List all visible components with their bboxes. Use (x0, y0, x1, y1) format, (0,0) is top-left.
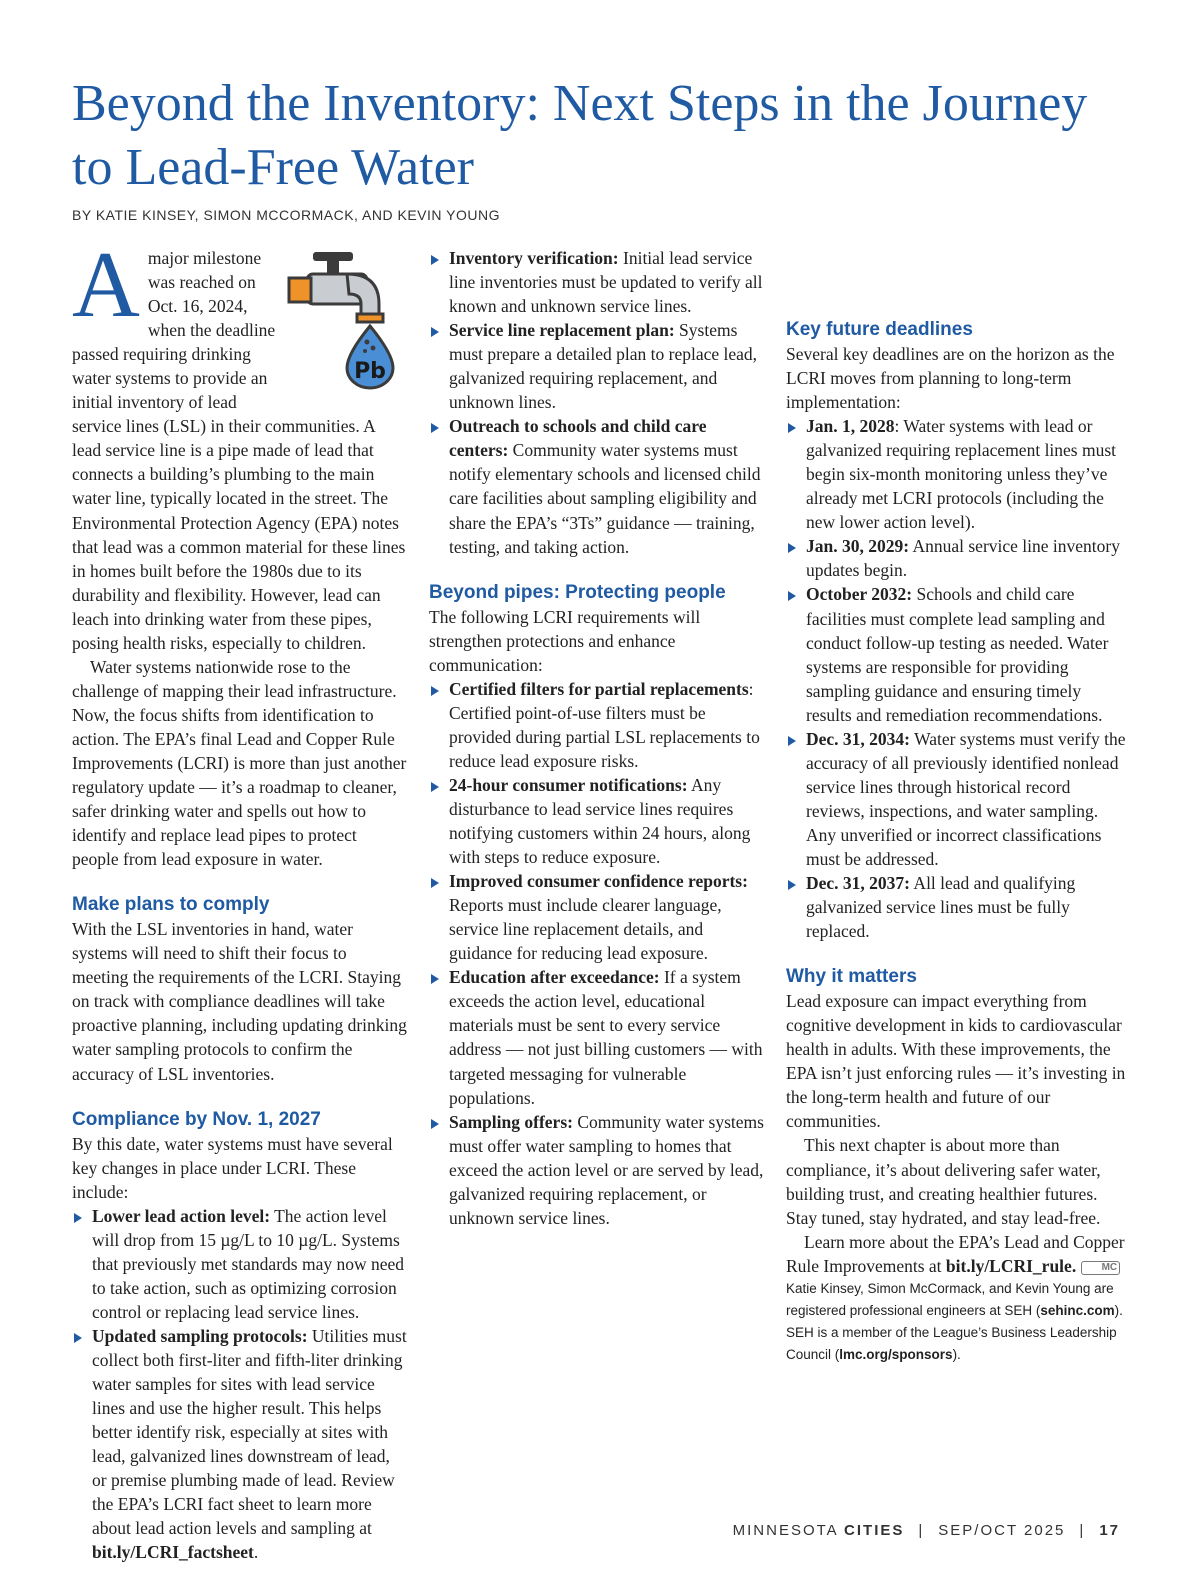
intro-paragraph (72, 233, 407, 655)
protect-intro: The following LCRI requirements will strengthen protections and enhance communication: (429, 606, 701, 675)
end-mark-logo: MC (1081, 1261, 1121, 1275)
plans-paragraph: With the LSL inventories in hand, water systems will need to shift their focus to meeting the requirements of the LCRI. Staying on track with compliance deadlines will take proactive planning, including updating drinking water sampling protocols to confirm the accuracy of LSL inventories. (72, 919, 407, 1084)
lcri-rule-link[interactable]: bit.ly/LCRI_rule. (945, 1255, 1077, 1276)
deadlines-list (786, 414, 1126, 943)
heading-compliance: Compliance by Nov. 1, 2027 (72, 1108, 321, 1130)
svg-text:Pb: Pb (354, 359, 386, 384)
list-item: Outreach to schools and child care centers: Community water systems must notify elementary schools and licensed child care facilities about sampling eligibility and share the EPA’s “3Ts” guidance — training, testing, and taking action. (429, 414, 764, 558)
column-2 (429, 246, 764, 1230)
issue-date: SEP/OCT 2025 (938, 1522, 1066, 1539)
heading-why-it-matters: Why it matters (786, 966, 917, 988)
compliance-list-part-1 (72, 1204, 407, 1565)
list-item: Certified filters for partial replacements: Certified point-of-use filters must be provided during partial LSL replacements to reduce lead exposure risks. (429, 677, 764, 773)
list-item: Inventory verification: Initial lead service line inventories must be updated to verify all known and unknown service lines. (429, 246, 764, 318)
heading-protecting-people: Beyond pipes: Protecting people (429, 581, 726, 603)
seh-link[interactable]: sehinc.com (1040, 1302, 1115, 1318)
matters-paragraph-1: Lead exposure can impact everything from cognitive development in kids to cardiovascular health in adults. With these improvements, the EPA isn’t just enforcing rules — it’s investing in the long-term health and future of our communities. (786, 991, 1126, 1132)
matters-paragraph-3: Learn more about the EPA’s Lead and Copper Rule Improvements at bit.ly/LCRI_rule. MC (786, 1231, 1125, 1276)
page-number: 17 (1099, 1522, 1120, 1539)
matters-paragraph-2: This next chapter is about more than compliance, it’s about delivering safer water, building trust, and creating healthier futures. Stay tuned, stay hydrated, and stay lead-free. (786, 1135, 1101, 1228)
deadlines-intro: Several key deadlines are on the horizon as the LCRI moves from planning to long-term implementation: (786, 344, 1115, 413)
compliance-intro: By this date, water systems must have several key changes in place under LCRI. These include: (72, 1133, 393, 1202)
list-item: Dec. 31, 2034: Water systems must verify the accuracy of all previously identified nonlead service lines through historical record reviews, inspections, and water sampling. Any unverified or incorrect classifications must be addressed. (786, 727, 1126, 871)
author-credit: Katie Kinsey, Simon McCormack, and Kevin Young are registered professional engineers at SEH (sehinc.com). SEH is a member of the League’s Business Leadership Council (lmc.org/sponsors). (786, 1280, 1123, 1362)
list-item: Education after exceedance: If a system exceeds the action level, educational materials must be sent to every service address — not just billing customers — with targeted messaging for vulnerable populations. (429, 965, 764, 1109)
intro-text: major milestone was reached on Oct. 16, 2024, when the deadline passed requiring drinking water systems to provide an initial inventory of lead service lines (LSL) in their communities. A lead service line is a pipe made of lead that connects a building’s plumbing to the main water line, typically located in the street. The Environmental Protection Agency (EPA) notes that lead was a common material for these lines in homes built before the 1980s due to its durability and flexibility. However, lead can leach into drinking water from these pipes, posing health risks, especially to children. (72, 248, 406, 653)
column-1 (72, 233, 407, 1564)
compliance-list-part-2 (429, 246, 764, 559)
list-item: Jan. 1, 2028: Water systems with lead or galvanized requiring replacement lines must begin six-month monitoring unless they’ve already met LCRI protocols (including the new lower action level). (786, 414, 1126, 534)
list-item: October 2032: Schools and child care facilities must complete lead sampling and conduct follow-up testing as needed. Water systems are responsible for providing sampling guidance and ensuring timely results and remediation recommendations. (786, 582, 1126, 726)
list-item: Service line replacement plan: Systems must prepare a detailed plan to replace lead, galvanized requiring replacement, and unknown lines. (429, 318, 764, 414)
column-3 (786, 246, 1126, 1366)
intro-paragraph-2: Water systems nationwide rose to the challenge of mapping their lead infrastructure. Now, the focus shifts from identification to action. The EPA’s final Lead and Copper Rule Improvements (LCRI) is more than just another regulatory update — it’s a roadmap to cleaner, safer drinking water and spells out how to identify and replace lead pipes to protect people from lead exposure in water. (72, 656, 407, 870)
heading-make-plans: Make plans to comply (72, 894, 270, 916)
list-item: Jan. 30, 2029: Annual service line inventory updates begin. (786, 534, 1126, 582)
byline: BY KATIE KINSEY, SIMON MCCORMACK, AND KEVIN YOUNG (72, 207, 500, 223)
article-title: Beyond the Inventory: Next Steps in the Journey to Lead-Free Water (72, 75, 1088, 196)
heading-key-deadlines: Key future deadlines (786, 319, 973, 340)
list-item: 24-hour consumer notifications: Any disturbance to lead service lines requires notifying customers within 24 hours, along with steps to reduce exposure. (429, 773, 764, 869)
list-item: Sampling offers: Community water systems must offer water sampling to homes that exceed the action level or are served by lead, galvanized requiring replacement, or unknown service lines. (429, 1110, 764, 1230)
lmc-sponsors-link[interactable]: lmc.org/sponsors (839, 1346, 953, 1362)
list-item: Updated sampling protocols: Utilities must collect both first-liter and fifth-liter drinking water samples for sites with lead service lines and use the higher result. This helps better identify risk, especially at sites with lead, galvanized lines downstream of lead, or premise plumbing made of lead. Review the EPA’s LCRI fact sheet to learn more about lead action levels and sampling at bit.ly/LCRI_factsheet. (72, 1324, 407, 1564)
list-item: Lower lead action level: The action level will drop from 15 µg/L to 10 µg/L. Systems that previously met standards may now need to take action, such as optimizing corrosion control or replacing lead service lines. (72, 1204, 407, 1324)
protect-list (429, 677, 764, 1230)
drop-cap: A (72, 233, 140, 337)
faucet-lead-icon (287, 250, 407, 390)
list-item: Dec. 31, 2037: All lead and qualifying galvanized service lines must be fully replaced. (786, 871, 1126, 943)
page-footer: MINNESOTA CITIES | SEP/OCT 2025 | 17 (732, 1522, 1120, 1539)
factsheet-link[interactable]: bit.ly/LCRI_factsheet (92, 1542, 254, 1563)
list-item: Improved consumer confidence reports: Reports must include clearer language, service line replacement details, and guidance for reducing lead exposure. (429, 869, 764, 965)
magazine-name: MINNESOTA CITIES (732, 1522, 905, 1539)
